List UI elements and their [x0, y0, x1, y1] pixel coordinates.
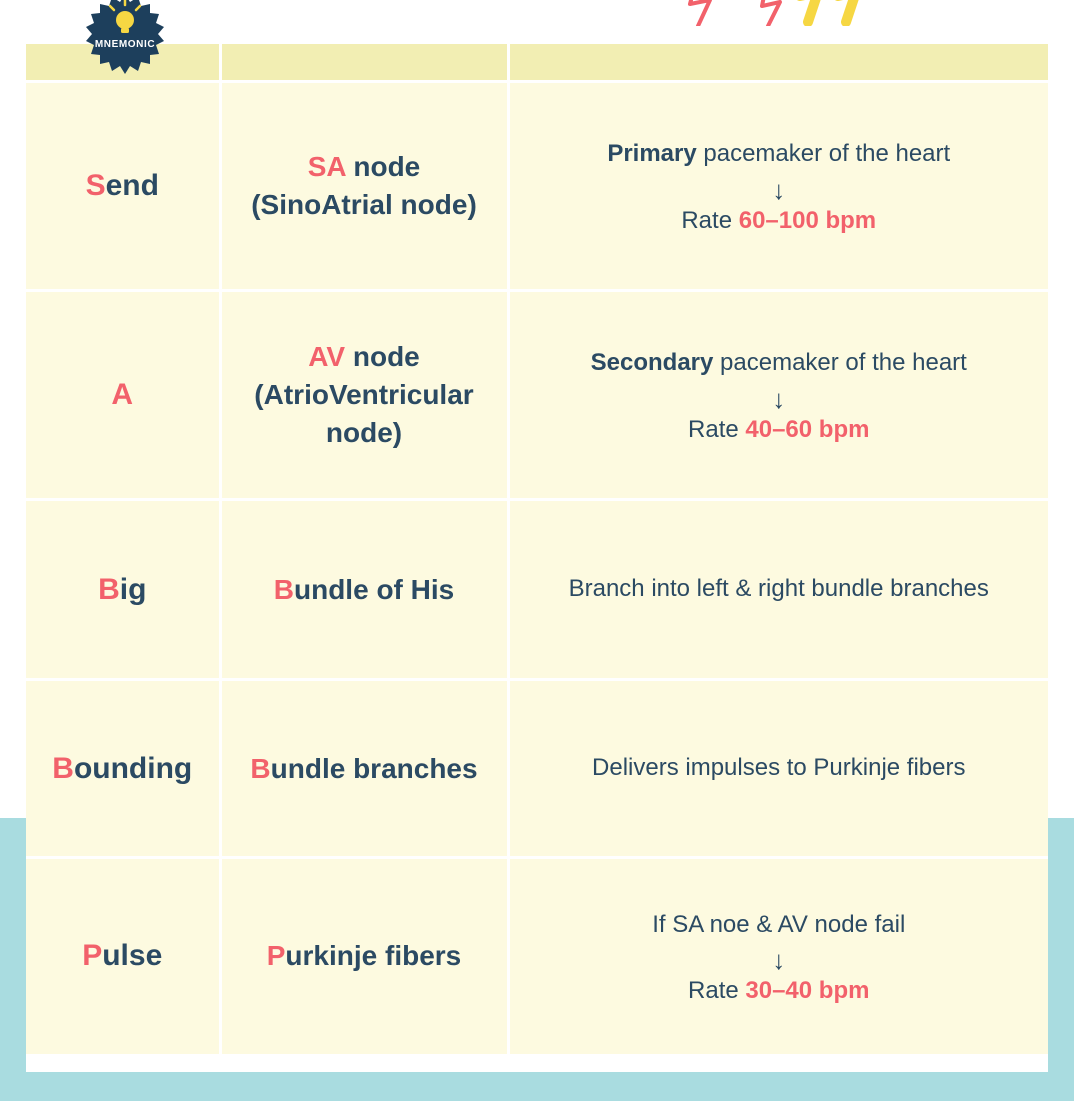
description-text — [518, 751, 1041, 786]
rate-label: Rate — [681, 206, 739, 234]
mnemonic-table — [26, 44, 1048, 1054]
description-rest: Branch into left & right bundle branches — [568, 575, 989, 603]
table-row — [26, 680, 1048, 858]
cell-mnemonic — [26, 858, 220, 1054]
description-rest: pacemaker of the heart — [696, 140, 951, 168]
mnemonic-word — [34, 572, 211, 608]
mnemonic-rest: end — [105, 169, 159, 202]
cell-mnemonic — [26, 500, 220, 680]
term-initials: P — [266, 940, 286, 972]
mnemonic-initial: B — [98, 572, 120, 606]
description-text — [518, 137, 1041, 172]
rate-label: Rate — [688, 976, 746, 1004]
cell-mnemonic — [26, 680, 220, 858]
cell-structure — [220, 858, 508, 1054]
description-emphasis: Secondary — [590, 349, 714, 377]
cell-description — [508, 500, 1048, 680]
term-rest: urkinje fibers — [285, 940, 462, 972]
header-cell-description — [508, 44, 1048, 82]
decorative-band-bottom — [0, 1072, 1074, 1101]
down-arrow-icon: ↓ — [772, 945, 786, 976]
mnemonic-badge — [84, 0, 166, 78]
cell-description — [508, 82, 1048, 291]
table-row — [26, 500, 1048, 680]
rate-value: 30–40 bpm — [745, 976, 870, 1004]
description-rest: Delivers impulses to Purkinje fibers — [592, 754, 966, 782]
term-rest: undle branches — [270, 752, 478, 784]
cell-description — [508, 680, 1048, 858]
term-rest: undle of His — [294, 573, 455, 605]
cell-mnemonic — [26, 291, 220, 500]
mnemonic-rest: ounding — [73, 751, 193, 785]
table-header-row — [26, 44, 1048, 82]
mnemonic-badge-label: MNEMONIC — [94, 39, 156, 50]
mnemonic-rest: ulse — [102, 939, 163, 973]
cell-structure — [220, 82, 508, 291]
mnemonic-word — [34, 751, 211, 787]
mnemonic-word — [34, 168, 211, 204]
description-text — [518, 908, 1041, 943]
structure-term — [230, 937, 499, 975]
table-row — [26, 858, 1048, 1054]
mnemonic-initial: B — [52, 751, 74, 785]
term-rest: node — [345, 341, 420, 373]
rate-label: Rate — [688, 415, 746, 443]
description-rest: pacemaker of the heart — [713, 349, 967, 377]
down-arrow-icon: ↓ — [772, 175, 786, 206]
description-rest: If SA noe & AV node fail — [652, 910, 906, 938]
term-initials: SA — [307, 151, 346, 183]
rate-line — [518, 416, 1041, 444]
term-initials: AV — [308, 341, 346, 373]
mnemonic-word — [34, 377, 211, 413]
structure-term — [230, 338, 499, 451]
cell-structure — [220, 500, 508, 680]
term-expansion: (AtrioVentricular node) — [254, 379, 474, 448]
structure-term — [230, 750, 499, 788]
structure-term — [230, 148, 499, 224]
decorative-band-right — [1048, 818, 1074, 1101]
cell-mnemonic — [26, 82, 220, 291]
header-cell-structure — [220, 44, 508, 82]
mnemonic-rest: ig — [119, 572, 147, 606]
description-text — [518, 346, 1041, 381]
term-initials: B — [273, 573, 294, 605]
term-initials: B — [250, 752, 271, 784]
table-row — [26, 82, 1048, 291]
description-text — [518, 572, 1041, 607]
term-rest: node — [345, 151, 421, 183]
term-expansion: (SinoAtrial node) — [251, 189, 477, 220]
rate-line — [518, 977, 1041, 1005]
decorative-band-left — [0, 818, 26, 1101]
rate-line — [518, 207, 1041, 235]
mnemonic-initial: S — [85, 169, 106, 202]
down-arrow-icon: ↓ — [772, 384, 786, 415]
cell-structure — [220, 291, 508, 500]
cell-description — [508, 858, 1048, 1054]
table-row — [26, 291, 1048, 500]
rate-value: 60–100 bpm — [738, 206, 877, 234]
rate-value: 40–60 bpm — [745, 415, 870, 443]
cell-structure — [220, 680, 508, 858]
description-emphasis: Primary — [607, 140, 697, 168]
structure-term — [230, 571, 499, 609]
mnemonic-word — [34, 938, 211, 974]
mnemonic-initial: P — [82, 939, 103, 973]
mnemonic-initial: A — [111, 378, 134, 411]
lightning-bolt-icon — [680, 0, 910, 26]
cell-description — [508, 291, 1048, 500]
